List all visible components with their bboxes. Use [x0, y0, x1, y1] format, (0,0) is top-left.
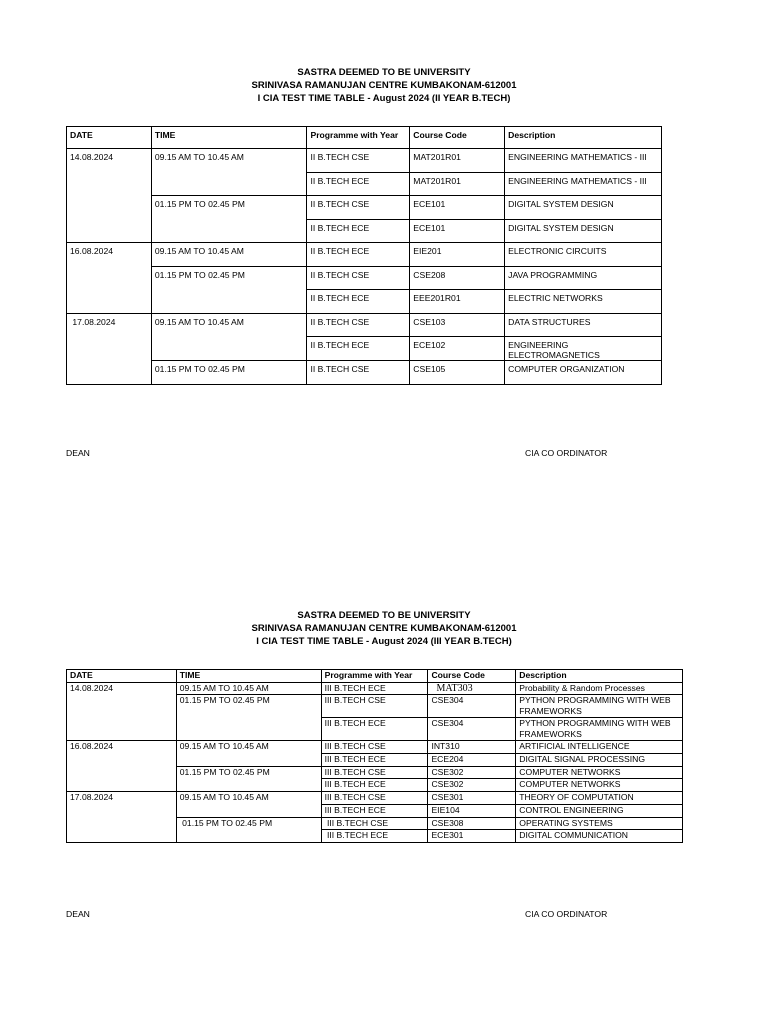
table-row [67, 196, 662, 220]
coordinator-signature-label: CIA CO ORDINATOR [525, 448, 608, 458]
centre-name: SRINIVASA RAMANUJAN CENTRE KUMBAKONAM-612001 [251, 623, 517, 634]
description-cell: Probability & Random Processes [516, 682, 683, 695]
programme-cell: II B.TECH ECE [307, 337, 410, 361]
section2-header [0, 609, 768, 648]
column-header-course-code: Course Code [410, 127, 505, 149]
column-header-description: Description [516, 670, 683, 683]
programme-cell: II B.TECH ECE [307, 219, 410, 243]
column-header-date: DATE [67, 127, 152, 149]
table-row [67, 313, 662, 337]
time-cell: 09.15 AM TO 10.45 AM [151, 149, 307, 196]
course-code-cell: INT310 [428, 741, 516, 754]
time-cell: 01.15 PM TO 02.45 PM [176, 695, 321, 741]
course-code-cell: CSE308 [428, 817, 516, 830]
course-code-cell: MAT201R01 [410, 149, 505, 173]
date-cell: 17.08.2024 [67, 313, 152, 384]
course-code-cell: CSE208 [410, 266, 505, 290]
table-row [67, 266, 662, 290]
course-code-cell: CSE302 [428, 779, 516, 792]
date-cell: 16.08.2024 [67, 741, 177, 792]
description-cell: CONTROL ENGINEERING [516, 804, 683, 817]
programme-cell: II B.TECH CSE [307, 196, 410, 220]
column-header-description: Description [505, 127, 662, 149]
programme-cell: III B.TECH ECE [321, 718, 428, 741]
date-cell: 17.08.2024 [67, 792, 177, 843]
course-code-cell: CSE302 [428, 766, 516, 779]
column-header-course-code: Course Code [428, 670, 516, 683]
column-header-programme: Programme with Year [307, 127, 410, 149]
date-cell: 14.08.2024 [67, 149, 152, 243]
time-cell: 01.15 PM TO 02.45 PM [176, 817, 321, 842]
description-cell: OPERATING SYSTEMS [516, 817, 683, 830]
course-code-cell: ECE301 [428, 830, 516, 843]
description-cell: ARTIFICIAL INTELLIGENCE [516, 741, 683, 754]
table-header-row [67, 670, 683, 683]
description-cell: COMPUTER ORGANIZATION [505, 361, 662, 385]
course-code-cell: ECE204 [428, 754, 516, 767]
university-name: SASTRA DEEMED TO BE UNIVERSITY [297, 610, 471, 621]
time-cell: 09.15 AM TO 10.45 AM [176, 741, 321, 766]
description-cell: ENGINEERING ELECTROMAGNETICS [505, 337, 662, 361]
description-cell: PYTHON PROGRAMMING WITH WEB FRAMEWORKS [516, 718, 683, 741]
course-code-cell: ECE101 [410, 196, 505, 220]
table-row [67, 149, 662, 173]
table-row [67, 361, 662, 385]
column-header-time: TIME [151, 127, 307, 149]
time-cell: 09.15 AM TO 10.45 AM [151, 243, 307, 267]
description-cell: COMPUTER NETWORKS [516, 766, 683, 779]
description-cell: JAVA PROGRAMMING [505, 266, 662, 290]
programme-cell: III B.TECH CSE [321, 741, 428, 754]
programme-cell: II B.TECH ECE [307, 172, 410, 196]
table-row [67, 792, 683, 805]
programme-cell: III B.TECH CSE [321, 817, 428, 830]
time-cell: 01.15 PM TO 02.45 PM [151, 361, 307, 385]
course-code-cell: MAT303 [428, 682, 516, 695]
section1-header [0, 66, 768, 105]
university-name: SASTRA DEEMED TO BE UNIVERSITY [297, 67, 471, 78]
description-cell: ENGINEERING MATHEMATICS - III [505, 149, 662, 173]
course-code-cell: CSE301 [428, 792, 516, 805]
time-cell: 01.15 PM TO 02.45 PM [151, 196, 307, 243]
programme-cell: II B.TECH ECE [307, 243, 410, 267]
column-header-programme: Programme with Year [321, 670, 428, 683]
time-cell: 01.15 PM TO 02.45 PM [151, 266, 307, 313]
centre-name: SRINIVASA RAMANUJAN CENTRE KUMBAKONAM-612001 [251, 80, 517, 91]
programme-cell: III B.TECH CSE [321, 792, 428, 805]
timetable-2nd-year [66, 126, 662, 385]
programme-cell: III B.TECH ECE [321, 804, 428, 817]
timetable-title: I CIA TEST TIME TABLE - August 2024 (III YEAR B.TECH) [256, 636, 512, 647]
programme-cell: III B.TECH ECE [321, 682, 428, 695]
coordinator-signature-label: CIA CO ORDINATOR [525, 909, 608, 919]
description-cell: COMPUTER NETWORKS [516, 779, 683, 792]
description-cell: ELECTRIC NETWORKS [505, 290, 662, 314]
programme-cell: II B.TECH CSE [307, 149, 410, 173]
table-row [67, 682, 683, 695]
dean-signature-label: DEAN [66, 448, 90, 458]
course-code-cell: EEE201R01 [410, 290, 505, 314]
table-header-row [67, 127, 662, 149]
programme-cell: III B.TECH CSE [321, 695, 428, 718]
description-cell: DATA STRUCTURES [505, 313, 662, 337]
time-cell: 09.15 AM TO 10.45 AM [176, 682, 321, 695]
programme-cell: III B.TECH ECE [321, 779, 428, 792]
course-code-cell: EIE201 [410, 243, 505, 267]
course-code-cell: EIE104 [428, 804, 516, 817]
description-cell: PYTHON PROGRAMMING WITH WEB FRAMEWORKS [516, 695, 683, 718]
description-cell: DIGITAL COMMUNICATION [516, 830, 683, 843]
timetable-3rd-year [66, 669, 683, 843]
description-cell: ENGINEERING MATHEMATICS - III [505, 172, 662, 196]
timetable-title: I CIA TEST TIME TABLE - August 2024 (II YEAR B.TECH) [257, 93, 511, 104]
description-cell: DIGITAL SIGNAL PROCESSING [516, 754, 683, 767]
date-cell: 14.08.2024 [67, 682, 177, 741]
programme-cell: II B.TECH ECE [307, 290, 410, 314]
table-row [67, 243, 662, 267]
description-cell: DIGITAL SYSTEM DESIGN [505, 219, 662, 243]
programme-cell: III B.TECH CSE [321, 766, 428, 779]
description-cell: ELECTRONIC CIRCUITS [505, 243, 662, 267]
programme-cell: II B.TECH CSE [307, 361, 410, 385]
programme-cell: II B.TECH CSE [307, 313, 410, 337]
table-row [67, 741, 683, 754]
course-code-cell: MAT201R01 [410, 172, 505, 196]
programme-cell: III B.TECH ECE [321, 830, 428, 843]
programme-cell: III B.TECH ECE [321, 754, 428, 767]
description-cell: THEORY OF COMPUTATION [516, 792, 683, 805]
course-code-cell: CSE103 [410, 313, 505, 337]
dean-signature-label: DEAN [66, 909, 90, 919]
programme-cell: II B.TECH CSE [307, 266, 410, 290]
description-cell: DIGITAL SYSTEM DESIGN [505, 196, 662, 220]
course-code-cell: CSE304 [428, 695, 516, 718]
course-code-cell: CSE105 [410, 361, 505, 385]
column-header-time: TIME [176, 670, 321, 683]
time-cell: 01.15 PM TO 02.45 PM [176, 766, 321, 791]
course-code-cell: CSE304 [428, 718, 516, 741]
column-header-date: DATE [67, 670, 177, 683]
time-cell: 09.15 AM TO 10.45 AM [176, 792, 321, 817]
course-code-cell: ECE102 [410, 337, 505, 361]
course-code-cell: ECE101 [410, 219, 505, 243]
date-cell: 16.08.2024 [67, 243, 152, 314]
time-cell: 09.15 AM TO 10.45 AM [151, 313, 307, 361]
